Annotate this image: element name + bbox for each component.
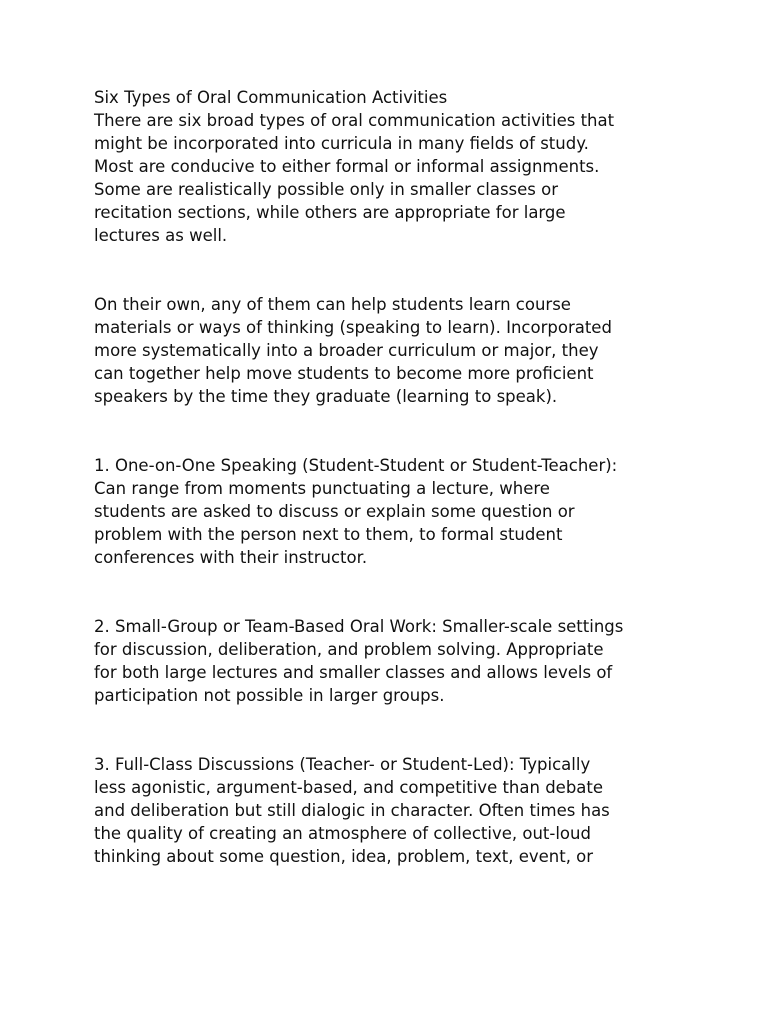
title-text: Six Types of Oral Communication Activities: [94, 88, 448, 107]
text-line: Most are conducive to either formal or informal assignments.: [94, 157, 600, 176]
text-line: students are asked to discuss or explain some question or: [94, 502, 575, 521]
text-line: participation not possible in larger groups.: [94, 686, 445, 705]
text-line: and deliberation but still dialogic in character. Often times has: [94, 801, 610, 820]
text-line: can together help move students to become more proficient: [94, 364, 594, 383]
text-line: conferences with their instructor.: [94, 548, 368, 567]
text-line: lectures as well.: [94, 226, 228, 245]
text-line: for both large lectures and smaller classes and allows levels of: [94, 663, 613, 682]
paragraph-type-3: [94, 753, 694, 868]
paragraph-type-1: [94, 454, 694, 569]
document-title: [94, 86, 694, 109]
text-line: the quality of creating an atmosphere of collective, out-loud: [94, 824, 591, 843]
text-line: Some are realistically possible only in smaller classes or: [94, 180, 559, 199]
text-line: materials or ways of thinking (speaking to learn). Incorporated: [94, 318, 612, 337]
text-line: 2. Small-Group or Team-Based Oral Work: Smaller-scale settings: [94, 617, 624, 636]
text-line: more systematically into a broader curriculum or major, they: [94, 341, 599, 360]
text-line: for discussion, deliberation, and problem solving. Appropriate: [94, 640, 604, 659]
text-line: On their own, any of them can help students learn course: [94, 295, 571, 314]
paragraph-intro: [94, 109, 694, 247]
document-body: [94, 86, 694, 914]
paragraph-purpose: [94, 293, 694, 408]
paragraph-type-2: [94, 615, 694, 707]
text-line: speakers by the time they graduate (learning to speak).: [94, 387, 558, 406]
text-line: 1. One-on-One Speaking (Student-Student or Student-Teacher):: [94, 456, 618, 475]
text-line: Can range from moments punctuating a lecture, where: [94, 479, 550, 498]
text-line: might be incorporated into curricula in many fields of study.: [94, 134, 589, 153]
text-line: thinking about some question, idea, problem, text, event, or: [94, 847, 594, 866]
text-line: less agonistic, argument-based, and competitive than debate: [94, 778, 604, 797]
text-line: There are six broad types of oral communication activities that: [94, 111, 615, 130]
text-line: recitation sections, while others are appropriate for large: [94, 203, 566, 222]
text-line: 3. Full-Class Discussions (Teacher- or Student-Led): Typically: [94, 755, 591, 774]
text-line: problem with the person next to them, to formal student: [94, 525, 563, 544]
